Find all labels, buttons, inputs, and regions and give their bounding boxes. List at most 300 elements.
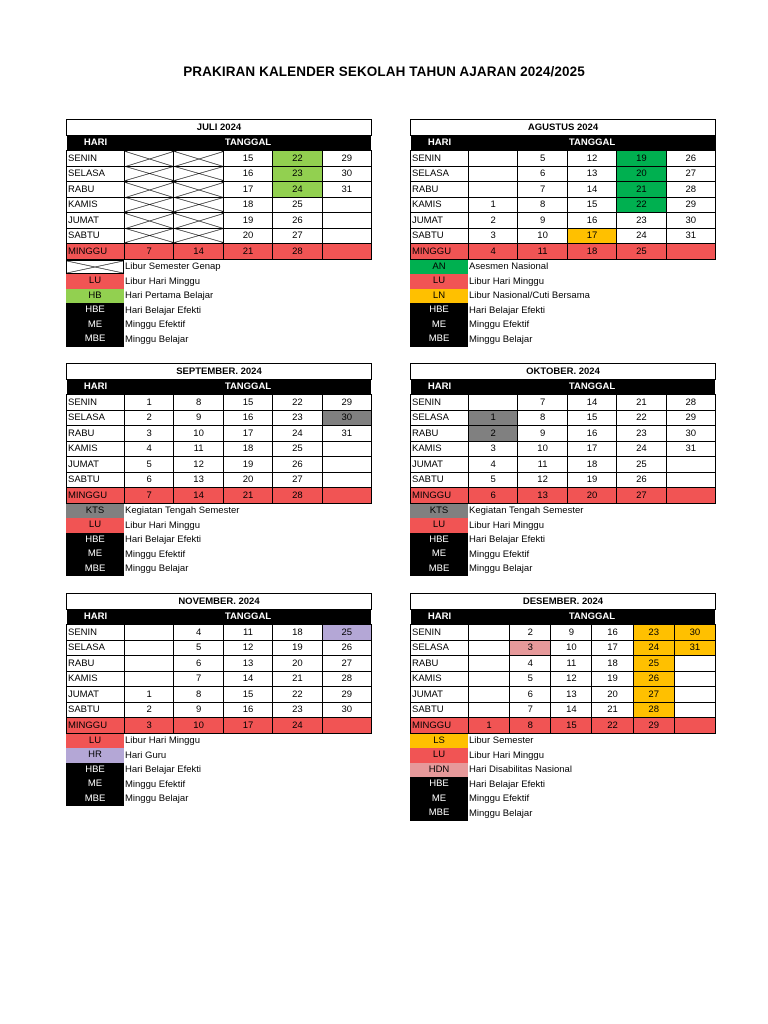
date-cell (469, 395, 518, 411)
day-name: RABU (67, 182, 125, 198)
calendar-july (66, 119, 371, 347)
date-cell: 18 (273, 625, 322, 641)
header-date: TANGGAL (469, 609, 716, 625)
date-cell: 1 (469, 197, 518, 213)
day-name: KAMIS (411, 441, 469, 457)
date-cell: 19 (273, 640, 322, 656)
date-cell: 10 (174, 426, 223, 442)
calendar-october (410, 363, 715, 576)
legend-item (410, 547, 715, 562)
date-cell (174, 166, 223, 182)
date-cell: 9 (518, 426, 567, 442)
legend-item (410, 748, 715, 763)
date-cell: 2 (510, 625, 551, 641)
table-row (67, 687, 372, 703)
legend-label: Libur Hari Minggu (125, 519, 200, 531)
legend-label: Minggu Belajar (125, 563, 189, 575)
date-cell: 21 (223, 488, 272, 504)
date-cell: 17 (223, 718, 272, 734)
date-cell: 18 (567, 457, 616, 473)
date-cell: 6 (518, 166, 567, 182)
date-cell: 29 (666, 410, 715, 426)
date-cell: 17 (567, 228, 616, 244)
date-cell: 6 (174, 656, 223, 672)
month-title: OKTOBER. 2024 (411, 364, 716, 380)
table-row (411, 166, 716, 182)
day-name: RABU (67, 656, 125, 672)
date-cell: 29 (322, 687, 371, 703)
date-cell: 10 (518, 228, 567, 244)
calendar-december (410, 593, 715, 821)
date-cell: 25 (322, 625, 371, 641)
date-cell: 20 (617, 166, 666, 182)
day-name: KAMIS (67, 671, 125, 687)
table-row (411, 395, 716, 411)
legend-label: Minggu Efektif (469, 793, 530, 805)
table-row (67, 441, 372, 457)
date-cell: 15 (567, 197, 616, 213)
date-cell: 27 (273, 228, 322, 244)
date-cell: 17 (567, 441, 616, 457)
day-name: KAMIS (67, 197, 125, 213)
date-cell: 17 (223, 426, 272, 442)
legend-item (66, 260, 371, 275)
date-cell: 27 (666, 166, 715, 182)
date-cell: 23 (273, 166, 322, 182)
header-day: HARI (67, 609, 125, 625)
legend-label: Kegiatan Tengah Semester (125, 505, 240, 517)
legend-item (410, 518, 715, 533)
legend-item (410, 806, 715, 821)
date-cell (666, 472, 715, 488)
table-row (411, 472, 716, 488)
date-cell: 11 (518, 244, 567, 260)
table-row (67, 671, 372, 687)
legend-label: Libur Semester (469, 735, 534, 747)
day-name: JUMAT (411, 457, 469, 473)
table-row (67, 457, 372, 473)
legend-label: Libur Hari Minggu (125, 275, 200, 287)
legend-label: Minggu Efektif (125, 778, 186, 790)
table-row (411, 228, 716, 244)
date-cell: 19 (223, 457, 272, 473)
day-name: KAMIS (67, 441, 125, 457)
calendar-table (66, 593, 372, 734)
date-cell: 27 (633, 687, 674, 703)
date-cell: 6 (469, 488, 518, 504)
date-cell: 8 (174, 687, 223, 703)
legend-item (410, 303, 715, 318)
date-cell: 30 (666, 426, 715, 442)
legend-item (66, 303, 371, 318)
date-cell: 24 (273, 182, 322, 198)
legend-swatch: MBE (410, 332, 468, 347)
date-cell: 28 (273, 488, 322, 504)
calendar-september (66, 363, 371, 576)
date-cell: 5 (518, 151, 567, 167)
date-cell: 20 (273, 656, 322, 672)
date-cell (666, 488, 715, 504)
date-cell: 15 (567, 410, 616, 426)
date-cell: 9 (174, 702, 223, 718)
date-cell: 11 (174, 441, 223, 457)
day-name: SENIN (67, 151, 125, 167)
legend-swatch: ME (410, 547, 468, 562)
table-row (411, 488, 716, 504)
table-row (411, 687, 716, 703)
date-cell (666, 244, 715, 260)
legend-item (410, 533, 715, 548)
date-cell: 29 (666, 197, 715, 213)
date-cell (125, 625, 174, 641)
date-cell: 8 (518, 197, 567, 213)
day-name: SELASA (67, 410, 125, 426)
month-title: AGUSTUS 2024 (411, 120, 716, 136)
date-cell: 19 (592, 671, 633, 687)
date-cell: 13 (567, 166, 616, 182)
calendar-november (66, 593, 371, 806)
date-cell: 22 (273, 687, 322, 703)
date-cell: 29 (633, 718, 674, 734)
legend-swatch: LS (410, 734, 468, 749)
table-row (67, 718, 372, 734)
date-cell: 12 (518, 472, 567, 488)
date-cell: 23 (273, 410, 322, 426)
legend-label: Hari Belajar Efekti (125, 534, 202, 546)
date-cell: 24 (273, 718, 322, 734)
date-cell: 1 (469, 410, 518, 426)
legend-item (410, 734, 715, 749)
day-name: RABU (67, 426, 125, 442)
legend-swatch: MBE (410, 806, 468, 821)
legend-swatch: KTS (410, 504, 468, 519)
legend-item (410, 504, 715, 519)
legend-label: Libur Semester Genap (125, 261, 221, 273)
month-title: JULI 2024 (67, 120, 372, 136)
date-cell (469, 182, 518, 198)
date-cell: 25 (617, 457, 666, 473)
date-cell (174, 197, 223, 213)
date-cell: 14 (567, 182, 616, 198)
date-cell (322, 228, 371, 244)
table-row (411, 625, 716, 641)
table-row (411, 656, 716, 672)
date-cell: 15 (223, 151, 272, 167)
date-cell: 31 (322, 182, 371, 198)
date-cell: 18 (567, 244, 616, 260)
date-cell (322, 244, 371, 260)
day-name: MINGGU (411, 488, 469, 504)
date-cell: 23 (273, 702, 322, 718)
date-cell: 31 (322, 426, 371, 442)
table-row (67, 213, 372, 229)
date-cell: 26 (322, 640, 371, 656)
legend-swatch: MBE (66, 562, 124, 577)
legend-swatch: ME (66, 777, 124, 792)
date-cell: 16 (567, 213, 616, 229)
legend-label: Hari Belajar Efekti (469, 778, 546, 790)
date-cell (469, 702, 510, 718)
day-name: SELASA (67, 166, 125, 182)
date-cell: 28 (633, 702, 674, 718)
table-row (411, 702, 716, 718)
legend-swatch: MBE (66, 792, 124, 807)
legend-item (66, 734, 371, 749)
legend-label: Hari Belajar Efekti (125, 764, 202, 776)
legend-swatch: LU (410, 748, 468, 763)
day-name: SABTU (67, 228, 125, 244)
date-cell (125, 151, 174, 167)
date-cell: 22 (273, 151, 322, 167)
table-row (411, 441, 716, 457)
date-cell: 7 (518, 395, 567, 411)
date-cell: 28 (666, 182, 715, 198)
table-row (67, 702, 372, 718)
date-cell: 24 (633, 640, 674, 656)
date-cell: 5 (469, 472, 518, 488)
date-cell (174, 228, 223, 244)
date-cell: 20 (592, 687, 633, 703)
legend-item (66, 274, 371, 289)
date-cell (674, 702, 715, 718)
date-cell: 14 (567, 395, 616, 411)
day-name: JUMAT (411, 213, 469, 229)
day-name: RABU (411, 656, 469, 672)
date-cell: 23 (633, 625, 674, 641)
date-cell: 28 (666, 395, 715, 411)
date-cell: 22 (273, 395, 322, 411)
date-cell: 21 (592, 702, 633, 718)
legend-item (66, 562, 371, 577)
legend-item (410, 260, 715, 275)
day-name: MINGGU (411, 244, 469, 260)
date-cell: 2 (125, 410, 174, 426)
day-name: SABTU (411, 472, 469, 488)
month-title: DESEMBER. 2024 (411, 594, 716, 610)
date-cell: 5 (125, 457, 174, 473)
date-cell: 13 (518, 488, 567, 504)
legend-item (410, 289, 715, 304)
legend-swatch: LU (66, 734, 124, 749)
date-cell: 14 (174, 488, 223, 504)
date-cell: 20 (223, 228, 272, 244)
legend-swatch: MBE (66, 332, 124, 347)
date-cell (674, 671, 715, 687)
date-cell: 16 (223, 410, 272, 426)
table-row (67, 182, 372, 198)
table-row (411, 718, 716, 734)
table-row (67, 395, 372, 411)
month-title: NOVEMBER. 2024 (67, 594, 372, 610)
date-cell: 31 (674, 640, 715, 656)
date-cell: 6 (510, 687, 551, 703)
legend-swatch: KTS (66, 504, 124, 519)
day-name: SENIN (411, 625, 469, 641)
date-cell (174, 213, 223, 229)
date-cell: 14 (223, 671, 272, 687)
legend-swatch: LU (410, 518, 468, 533)
date-cell: 18 (223, 441, 272, 457)
legend-item (66, 547, 371, 562)
date-cell: 8 (510, 718, 551, 734)
table-row (411, 426, 716, 442)
legend-item (66, 289, 371, 304)
day-name: SABTU (411, 228, 469, 244)
date-cell: 7 (125, 244, 174, 260)
table-row (411, 410, 716, 426)
table-row (67, 244, 372, 260)
legend-item (66, 792, 371, 807)
date-cell: 1 (469, 718, 510, 734)
date-cell: 26 (617, 472, 666, 488)
header-date: TANGGAL (125, 135, 372, 151)
legend-label: Hari Belajar Efekti (125, 304, 202, 316)
table-row (67, 472, 372, 488)
date-cell: 29 (322, 151, 371, 167)
date-cell: 31 (666, 441, 715, 457)
table-row (67, 625, 372, 641)
day-name: JUMAT (67, 687, 125, 703)
legend-item (66, 504, 371, 519)
date-cell (125, 182, 174, 198)
date-cell (125, 640, 174, 656)
day-name: KAMIS (411, 671, 469, 687)
date-cell: 5 (174, 640, 223, 656)
legend-label: Libur Hari Minggu (469, 519, 544, 531)
calendar-august (410, 119, 715, 347)
date-cell: 18 (223, 197, 272, 213)
date-cell: 30 (322, 410, 371, 426)
date-cell (469, 166, 518, 182)
date-cell: 9 (518, 213, 567, 229)
date-cell (125, 166, 174, 182)
date-cell: 8 (518, 410, 567, 426)
day-name: SABTU (411, 702, 469, 718)
legend-item (410, 792, 715, 807)
date-cell (322, 213, 371, 229)
date-cell (322, 488, 371, 504)
legend-label: Minggu Efektif (125, 548, 186, 560)
header-day: HARI (411, 135, 469, 151)
day-name: SELASA (67, 640, 125, 656)
date-cell: 17 (223, 182, 272, 198)
legend-label: Kegiatan Tengah Semester (469, 505, 584, 517)
day-name: SELASA (411, 640, 469, 656)
table-row (411, 197, 716, 213)
legend-label: Minggu Efektif (469, 548, 530, 560)
date-cell: 3 (125, 718, 174, 734)
date-cell: 2 (469, 213, 518, 229)
date-cell (125, 656, 174, 672)
date-cell: 9 (551, 625, 592, 641)
date-cell: 15 (223, 687, 272, 703)
table-row (67, 488, 372, 504)
day-name: SELASA (411, 410, 469, 426)
legend-swatch: HB (66, 289, 124, 304)
legend-item (66, 777, 371, 792)
date-cell (469, 640, 510, 656)
date-cell (674, 656, 715, 672)
date-cell: 12 (223, 640, 272, 656)
date-cell: 26 (666, 151, 715, 167)
legend-item (410, 318, 715, 333)
date-cell: 6 (125, 472, 174, 488)
day-name: JUMAT (411, 687, 469, 703)
month-title: SEPTEMBER. 2024 (67, 364, 372, 380)
table-row (411, 640, 716, 656)
table-row (67, 166, 372, 182)
legend-label: Minggu Belajar (125, 333, 189, 345)
legend-swatch: HR (66, 748, 124, 763)
legend-label: Hari Belajar Efekti (469, 304, 546, 316)
date-cell: 4 (469, 244, 518, 260)
date-cell: 9 (174, 410, 223, 426)
date-cell: 3 (469, 441, 518, 457)
date-cell: 16 (223, 166, 272, 182)
date-cell: 25 (617, 244, 666, 260)
header-day: HARI (67, 135, 125, 151)
date-cell: 30 (666, 213, 715, 229)
legend-label: Hari Guru (125, 749, 167, 761)
header-date: TANGGAL (469, 135, 716, 151)
legend-swatch (66, 260, 124, 275)
day-name: MINGGU (67, 244, 125, 260)
date-cell: 30 (322, 166, 371, 182)
table-row (67, 410, 372, 426)
date-cell (125, 213, 174, 229)
date-cell: 30 (322, 702, 371, 718)
date-cell: 24 (617, 228, 666, 244)
legend (66, 260, 371, 347)
date-cell: 3 (469, 228, 518, 244)
date-cell (322, 441, 371, 457)
date-cell: 10 (518, 441, 567, 457)
date-cell: 12 (567, 151, 616, 167)
date-cell (125, 197, 174, 213)
date-cell: 10 (551, 640, 592, 656)
legend-swatch: HDN (410, 763, 468, 778)
date-cell: 21 (617, 182, 666, 198)
date-cell: 23 (617, 213, 666, 229)
date-cell: 31 (666, 228, 715, 244)
legend-label: Minggu Belajar (469, 807, 533, 819)
legend-swatch: HBE (66, 533, 124, 548)
day-name: SABTU (67, 472, 125, 488)
date-cell (469, 151, 518, 167)
legend-swatch: LU (66, 518, 124, 533)
day-name: JUMAT (67, 213, 125, 229)
date-cell: 14 (174, 244, 223, 260)
legend-swatch: HBE (410, 303, 468, 318)
day-name: SENIN (411, 395, 469, 411)
date-cell (674, 687, 715, 703)
date-cell: 18 (592, 656, 633, 672)
date-cell (322, 457, 371, 473)
date-cell: 29 (322, 395, 371, 411)
date-cell: 11 (518, 457, 567, 473)
legend-item (410, 274, 715, 289)
table-row (67, 228, 372, 244)
legend-swatch: ME (66, 318, 124, 333)
date-cell (322, 197, 371, 213)
legend-label: Minggu Efektif (469, 319, 530, 331)
table-row (411, 182, 716, 198)
date-cell: 13 (174, 472, 223, 488)
page-title: PRAKIRAN KALENDER SEKOLAH TAHUN AJARAN 2024/2025 (183, 64, 585, 79)
table-row (67, 656, 372, 672)
date-cell: 27 (273, 472, 322, 488)
day-name: SENIN (67, 625, 125, 641)
